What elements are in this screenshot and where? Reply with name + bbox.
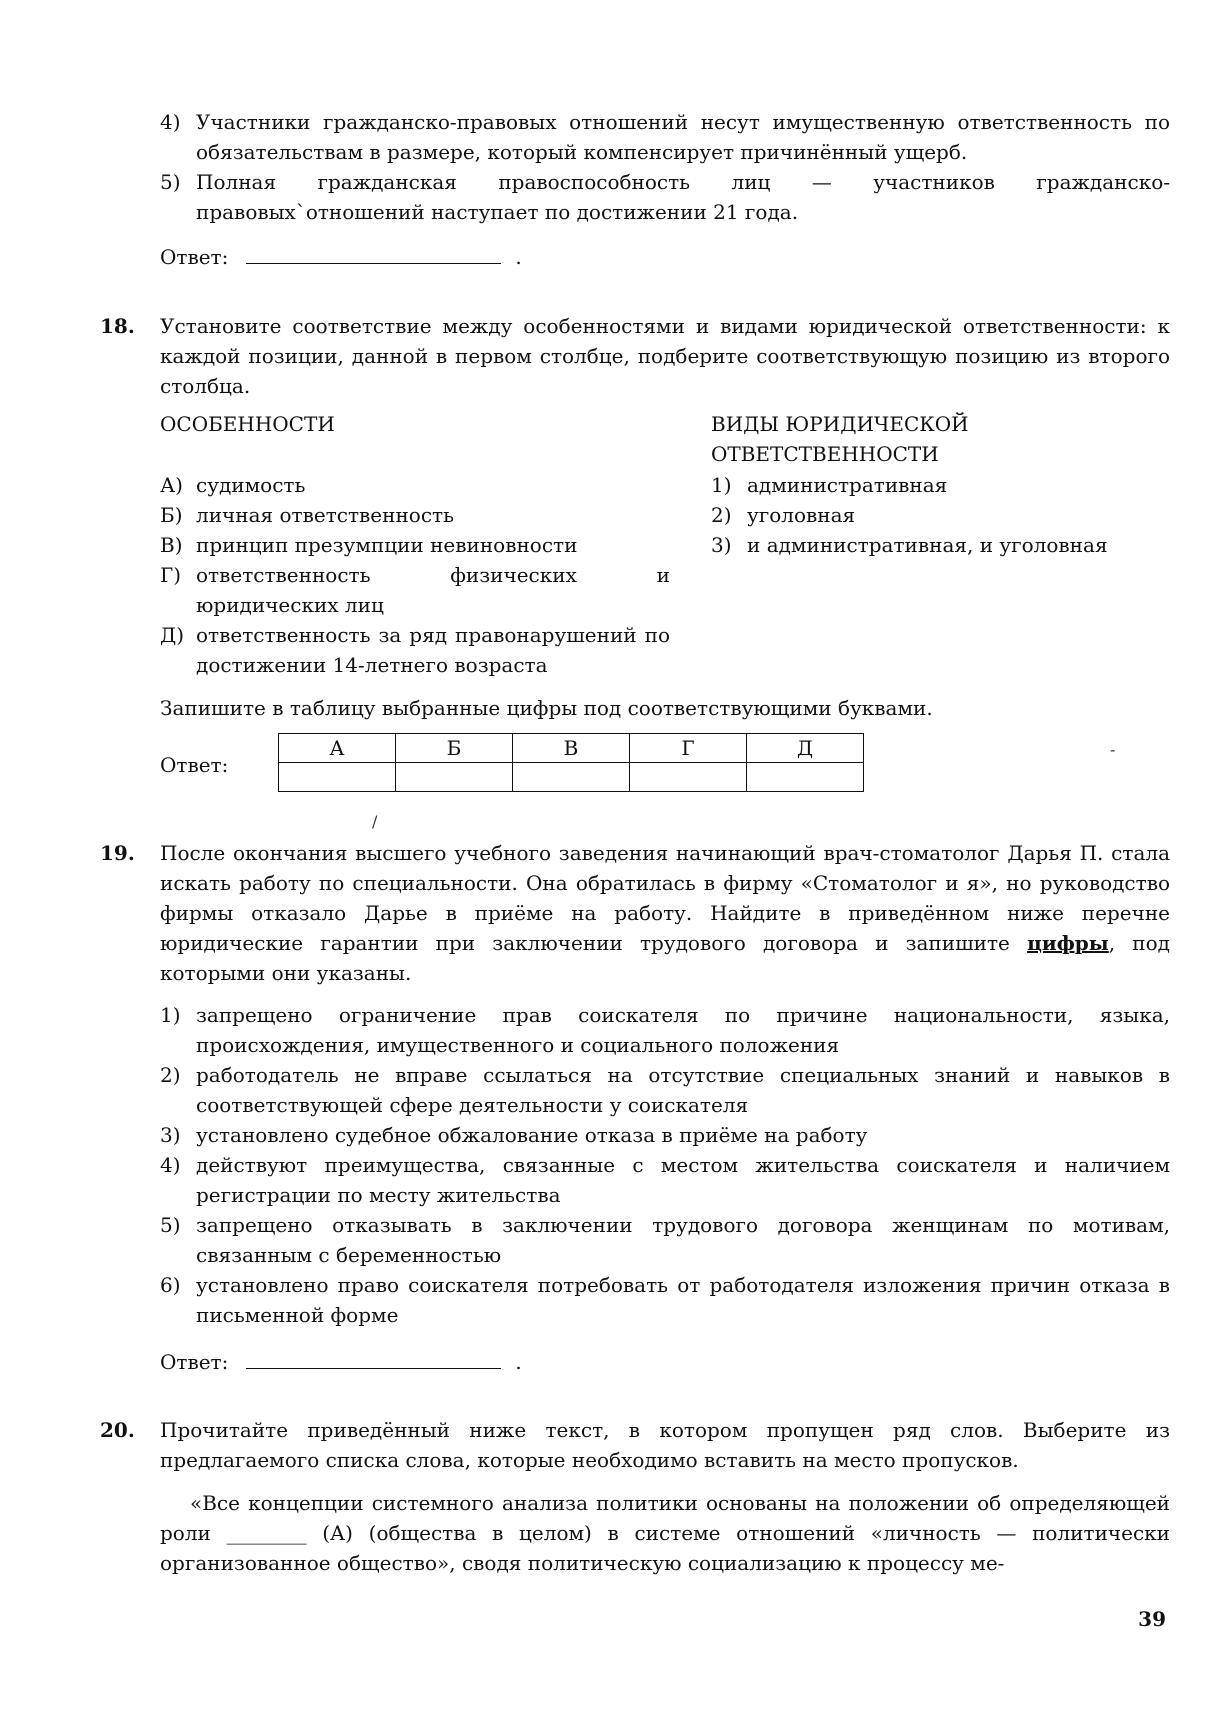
- table-header-cell: Б: [396, 734, 513, 763]
- scan-artifact: /: [372, 812, 378, 831]
- answer-input-line[interactable]: [246, 241, 501, 264]
- item-text: установлено право соискателя потребовать от работодателя изложения причин отказа в письменной форме: [196, 1273, 1170, 1327]
- table-header-cell: А: [279, 734, 396, 763]
- q17-items: [160, 107, 1170, 227]
- item-letter: А): [160, 473, 183, 497]
- item-number: 4): [160, 110, 181, 134]
- item-letter: Д): [160, 623, 185, 647]
- answer-cell[interactable]: [747, 763, 864, 792]
- left-item-v: [160, 530, 670, 560]
- q19-item-3: [160, 1120, 1170, 1150]
- intro-text: После окончания высшего учебного заведения начинающий врач-стоматолог Дарья П. стала искать работу по специальности. Она обратилась в фирму «Стоматолог и я», но руководство фирмы отказало Дарье в приёме на работу. Найдите в приведённом ниже перечне юридические гарантии при заключении трудового договора и запишите: [160, 841, 1170, 955]
- answer-dot: .: [515, 1350, 522, 1374]
- q17-answer: [160, 241, 1170, 272]
- q18-right-header: [711, 409, 1171, 469]
- item-letter: Б): [160, 503, 183, 527]
- item-number: 5): [160, 1213, 181, 1237]
- q20-passage: «Все концепции системного анализа политики основаны на положении об определяющей роли ________ (А) (общества в целом) в системе отношений «личность — политически организованное общество», сводя политическую социализацию к процессу ме-: [160, 1491, 1170, 1575]
- q19-item-6: [160, 1270, 1170, 1330]
- q19-items: [160, 1000, 1170, 1330]
- item-number: 2): [711, 503, 732, 527]
- q18-left-header: ОСОБЕННОСТИ: [160, 412, 335, 436]
- q17-item-5: [160, 167, 1170, 227]
- question-number: 18.: [100, 314, 135, 338]
- left-item-g: [160, 560, 670, 620]
- left-item-d: [160, 620, 670, 680]
- answer-dot: .: [515, 245, 522, 269]
- right-item-3: [711, 530, 1181, 560]
- answer-label: Ответ:: [160, 245, 229, 269]
- item-number: 1): [160, 1003, 181, 1027]
- item-text: административная: [747, 473, 948, 497]
- answer-cell[interactable]: [396, 763, 513, 792]
- item-number: 6): [160, 1273, 181, 1297]
- answer-input-line[interactable]: [246, 1346, 501, 1369]
- item-text: уголовная: [747, 503, 856, 527]
- right-header-line: ВИДЫ ЮРИДИЧЕСКОЙ: [711, 412, 969, 436]
- item-text: судимость: [196, 473, 306, 497]
- right-item-1: [711, 470, 1181, 500]
- table-header-cell: Д: [747, 734, 864, 763]
- item-text: установлено судебное обжалование отказа в приёме на работу: [196, 1123, 868, 1147]
- intro-emphasis: цифры: [1027, 931, 1109, 955]
- q18-answer-label: Ответ:: [160, 753, 229, 777]
- q20-intro: Прочитайте приведённый ниже текст, в котором пропущен ряд слов. Выберите из предлагаемого списка слова, которые необходимо вставить на место пропусков.: [160, 1418, 1170, 1472]
- q18-left-list: [160, 470, 670, 680]
- answer-cell[interactable]: [630, 763, 747, 792]
- left-item-b: [160, 500, 670, 530]
- q19-item-1: [160, 1000, 1170, 1060]
- answer-table-input-row: [279, 763, 864, 792]
- scan-artifact: -: [1110, 740, 1116, 759]
- q19-item-4: [160, 1150, 1170, 1210]
- item-text: ответственность физических и юридических лиц: [196, 563, 670, 617]
- left-item-a: [160, 470, 670, 500]
- answer-cell[interactable]: [279, 763, 396, 792]
- item-text: и административная, и уголовная: [747, 533, 1108, 557]
- q17-item-4: [160, 107, 1170, 167]
- q19-item-2: [160, 1060, 1170, 1120]
- item-text: действуют преимущества, связанные с местом жительства соискателя и наличием регистрации по месту жительства: [196, 1153, 1170, 1207]
- item-text: ответственность за ряд правонарушений по достижении 14-летнего возраста: [196, 623, 670, 677]
- item-letter: В): [160, 533, 183, 557]
- answer-table: [278, 733, 864, 792]
- item-text: запрещено ограничение прав соискателя по причине национальности, языка, происхождения, имущественного и социального положения: [196, 1003, 1170, 1057]
- item-text: Полная гражданская правоспособность лиц — участников гражданско-правовых`отношений наступает по достижении 21 года.: [196, 170, 1170, 224]
- answer-label: Ответ:: [160, 1350, 229, 1374]
- q19-intro: [160, 838, 1170, 988]
- table-header-cell: Г: [630, 734, 747, 763]
- item-text: принцип презумпции невиновности: [196, 533, 578, 557]
- item-text: работодатель не вправе ссылаться на отсутствие специальных знаний и навыков в соответствующей сфере деятельности у соискателя: [196, 1063, 1170, 1117]
- question-number: 19.: [100, 841, 135, 865]
- q18-instruction: Запишите в таблицу выбранные цифры под соответствующими буквами.: [160, 696, 933, 720]
- item-text: Участники гражданско-правовых отношений несут имущественную ответственность по обязательствам в размере, который компенсирует причинённый ущерб.: [196, 110, 1170, 164]
- item-number: 1): [711, 473, 732, 497]
- q19-answer: [160, 1346, 1170, 1377]
- answer-cell[interactable]: [513, 763, 630, 792]
- table-header-cell: В: [513, 734, 630, 763]
- question-number: 20.: [100, 1418, 135, 1442]
- item-letter: Г): [160, 563, 182, 587]
- item-text: личная ответственность: [196, 503, 454, 527]
- q19-item-5: [160, 1210, 1170, 1270]
- q18-right-list: [711, 470, 1181, 560]
- item-text: запрещено отказывать в заключении трудового договора женщинам по мотивам, связанным с беременностью: [196, 1213, 1170, 1267]
- item-number: 5): [160, 170, 181, 194]
- item-number: 3): [160, 1123, 181, 1147]
- page-number: 39: [1138, 1607, 1166, 1631]
- item-number: 2): [160, 1063, 181, 1087]
- intro-text: , под которыми они указаны.: [160, 931, 1170, 985]
- item-number: 4): [160, 1153, 181, 1177]
- right-header-line: ОТВЕТСТВЕННОСТИ: [711, 442, 939, 466]
- answer-table-header-row: [279, 734, 864, 763]
- item-number: 3): [711, 533, 732, 557]
- q18-intro: Установите соответствие между особенностями и видами юридической ответственности: к каждой позиции, данной в первом столбце, подберите соответствующую позицию из второго столбца.: [160, 314, 1170, 398]
- right-item-2: [711, 500, 1181, 530]
